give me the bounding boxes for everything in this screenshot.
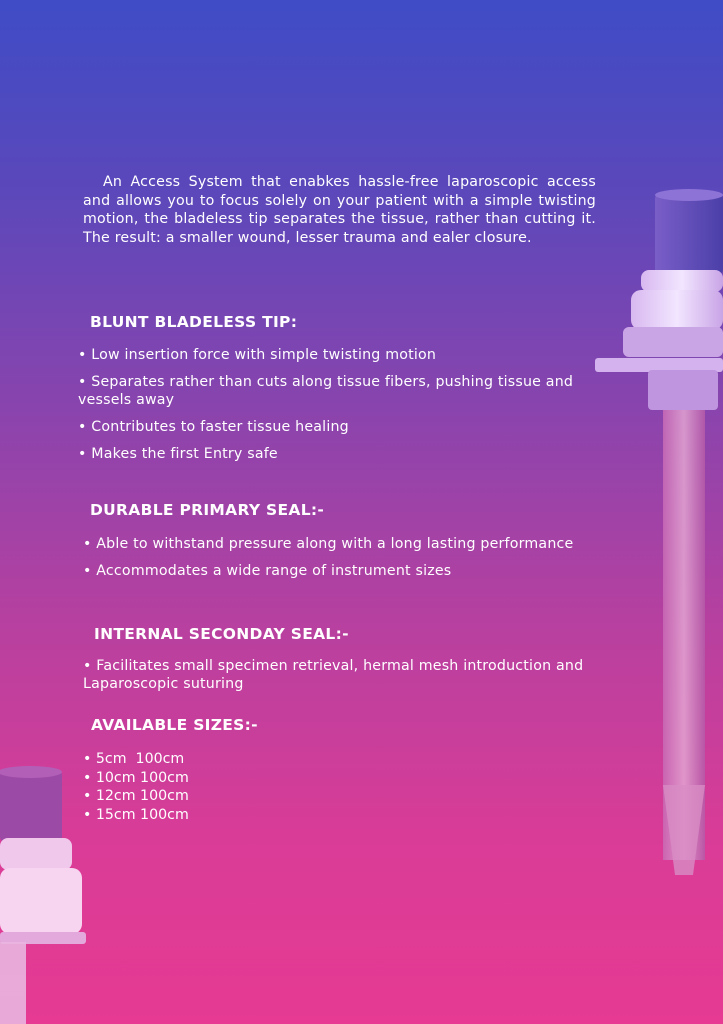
internal-secondary-seal-list [83,657,603,702]
list-item: • 10cm 100cm [83,769,189,786]
list-item: • 12cm 100cm [83,788,189,804]
list-item: • Separates rather than cuts along tissue fibers, pushing tissue and vessels away [78,374,574,408]
list-item: • Contributes to faster tissue healing [78,419,349,435]
list-item: • Accommodates a wide range of instrument sizes [83,563,452,579]
list-item: • Facilitates small specimen retrieval, hermal mesh introduction and Laparoscopic suturing [83,658,584,692]
list-item: • 15cm 100cm [83,806,189,823]
durable-primary-seal-heading: DURABLE PRIMARY SEAL:- [90,501,325,519]
blunt-bladeless-tip-heading: BLUNT BLADELESS TIP: [90,313,298,331]
trocar-device-partial-image [0,760,90,1024]
durable-primary-seal-list [83,535,596,589]
trocar-device-image [593,185,723,885]
list-item: • Makes the first Entry safe [78,446,278,462]
list-item: • Low insertion force with simple twisting motion [78,347,437,363]
available-sizes-heading: AVAILABLE SIZES:- [91,716,258,734]
internal-secondary-seal-heading: INTERNAL SECONDAY SEAL:- [94,625,349,643]
available-sizes-list [83,750,189,824]
list-item: • 5cm 100cm [83,751,185,767]
intro-paragraph: An Access System that enabkes hassle-free laparoscopic access and allows you to focus solely on your patient with a simple twisting motion, the bladeless tip separates the tissue, rather than cutting it. The result: a smaller wound, lesser trauma and ealer closure. [83,174,596,246]
list-item: • Able to withstand pressure along with a long lasting performance [83,536,574,552]
blunt-bladeless-tip-list [78,346,596,472]
